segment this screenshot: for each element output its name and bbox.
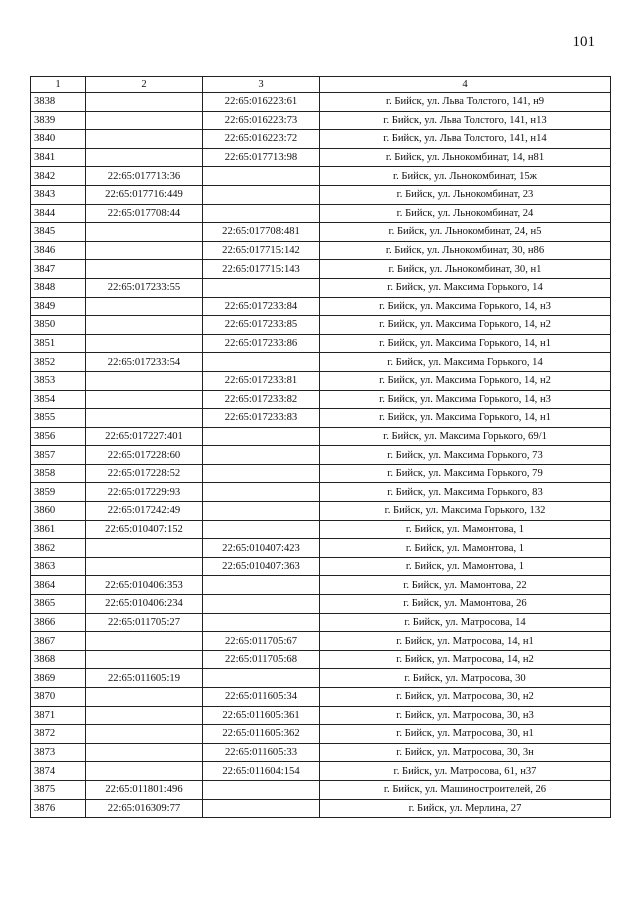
cadastral-number-cell — [86, 762, 203, 781]
address-cell: г. Бийск, ул. Льва Толстого, 141, н14 — [320, 130, 611, 149]
row-number-cell: 3874 — [31, 762, 86, 781]
address-cell: г. Бийск, ул. Машиностроителей, 26 — [320, 780, 611, 799]
table-row — [31, 502, 611, 521]
address-cell: г. Бийск, ул. Мамонтова, 26 — [320, 595, 611, 614]
table-row — [31, 93, 611, 112]
table-row — [31, 167, 611, 186]
address-cell: г. Бийск, ул. Максима Горького, 79 — [320, 464, 611, 483]
table-row — [31, 353, 611, 372]
address-cell: г. Бийск, ул. Максима Горького, 14, н1 — [320, 334, 611, 353]
address-cell: г. Бийск, ул. Льнокомбинат, 30, н1 — [320, 260, 611, 279]
cadastral-number-cell: 22:65:017715:142 — [203, 241, 320, 260]
address-cell: г. Бийск, ул. Мамонтова, 1 — [320, 520, 611, 539]
row-number-cell: 3851 — [31, 334, 86, 353]
row-number-cell: 3842 — [31, 167, 86, 186]
cadastral-number-cell: 22:65:017713:36 — [86, 167, 203, 186]
cadastral-number-cell — [86, 557, 203, 576]
cadastral-number-cell: 22:65:017233:83 — [203, 409, 320, 428]
table-row — [31, 706, 611, 725]
row-number-cell: 3866 — [31, 613, 86, 632]
cadastral-number-cell — [86, 130, 203, 149]
row-number-cell: 3855 — [31, 409, 86, 428]
cadastral-number-cell — [203, 446, 320, 465]
cadastral-number-cell: 22:65:010406:353 — [86, 576, 203, 595]
row-number-cell: 3862 — [31, 539, 86, 558]
address-cell: г. Бийск, ул. Льнокомбинат, 24 — [320, 204, 611, 223]
cadastral-number-cell — [86, 743, 203, 762]
cadastral-number-cell: 22:65:011705:68 — [203, 650, 320, 669]
cadastral-number-cell: 22:65:017713:98 — [203, 148, 320, 167]
cadastral-number-cell — [203, 185, 320, 204]
row-number-cell: 3853 — [31, 371, 86, 390]
address-cell: г. Бийск, ул. Максима Горького, 14, н3 — [320, 297, 611, 316]
column-header: 1 — [31, 77, 86, 93]
table-row — [31, 111, 611, 130]
cadastral-number-cell — [203, 278, 320, 297]
row-number-cell: 3838 — [31, 93, 86, 112]
row-number-cell: 3871 — [31, 706, 86, 725]
cadastral-number-cell: 22:65:017233:54 — [86, 353, 203, 372]
cadastral-number-cell: 22:65:017227:401 — [86, 427, 203, 446]
table-row — [31, 632, 611, 651]
row-number-cell: 3861 — [31, 520, 86, 539]
cadastral-number-cell: 22:65:017229:93 — [86, 483, 203, 502]
table-row — [31, 464, 611, 483]
cadastral-number-cell — [203, 204, 320, 223]
row-number-cell: 3845 — [31, 223, 86, 242]
row-number-cell: 3870 — [31, 688, 86, 707]
table-row — [31, 483, 611, 502]
address-cell: г. Бийск, ул. Максима Горького, 14, н2 — [320, 371, 611, 390]
cadastral-number-cell: 22:65:017716:449 — [86, 185, 203, 204]
cadastral-number-cell: 22:65:011605:34 — [203, 688, 320, 707]
cadastral-number-cell — [203, 464, 320, 483]
table-row — [31, 539, 611, 558]
address-cell: г. Бийск, ул. Льнокомбинат, 14, н81 — [320, 148, 611, 167]
row-number-cell: 3865 — [31, 595, 86, 614]
row-number-cell: 3873 — [31, 743, 86, 762]
cadastral-number-cell — [86, 260, 203, 279]
cadastral-number-cell: 22:65:011605:361 — [203, 706, 320, 725]
cadastral-number-cell — [86, 93, 203, 112]
table-row — [31, 595, 611, 614]
address-cell: г. Бийск, ул. Мерлина, 27 — [320, 799, 611, 818]
address-cell: г. Бийск, ул. Максима Горького, 73 — [320, 446, 611, 465]
address-cell: г. Бийск, ул. Матросова, 14, н1 — [320, 632, 611, 651]
table-row — [31, 762, 611, 781]
table-row — [31, 204, 611, 223]
cadastral-number-cell — [86, 539, 203, 558]
cadastral-number-cell — [203, 595, 320, 614]
table-row — [31, 371, 611, 390]
table-row — [31, 260, 611, 279]
table-row — [31, 613, 611, 632]
row-number-cell: 3859 — [31, 483, 86, 502]
cadastral-number-cell — [203, 167, 320, 186]
table-row — [31, 409, 611, 428]
row-number-cell: 3847 — [31, 260, 86, 279]
cadastral-number-cell: 22:65:017708:481 — [203, 223, 320, 242]
table-row — [31, 334, 611, 353]
cadastral-number-cell — [86, 148, 203, 167]
address-cell: г. Бийск, ул. Максима Горького, 14, н2 — [320, 316, 611, 335]
column-header: 2 — [86, 77, 203, 93]
page-number: 101 — [572, 34, 595, 50]
address-cell: г. Бийск, ул. Матросова, 30, н3 — [320, 706, 611, 725]
address-cell: г. Бийск, ул. Максима Горького, 132 — [320, 502, 611, 521]
address-cell: г. Бийск, ул. Льва Толстого, 141, н9 — [320, 93, 611, 112]
row-number-cell: 3852 — [31, 353, 86, 372]
table-header-row — [31, 77, 611, 93]
row-number-cell: 3872 — [31, 725, 86, 744]
cadastral-number-cell — [86, 632, 203, 651]
table-row — [31, 278, 611, 297]
cadastral-number-cell: 22:65:017233:81 — [203, 371, 320, 390]
cadastral-number-cell — [203, 520, 320, 539]
cadastral-number-cell: 22:65:010407:152 — [86, 520, 203, 539]
address-cell: г. Бийск, ул. Матросова, 30, н1 — [320, 725, 611, 744]
row-number-cell: 3864 — [31, 576, 86, 595]
table-row — [31, 130, 611, 149]
address-cell: г. Бийск, ул. Матросова, 30, 3н — [320, 743, 611, 762]
row-number-cell: 3843 — [31, 185, 86, 204]
cadastral-number-cell — [86, 650, 203, 669]
row-number-cell: 3858 — [31, 464, 86, 483]
cadastral-number-cell — [86, 409, 203, 428]
table-row — [31, 688, 611, 707]
cadastral-number-cell: 22:65:011705:67 — [203, 632, 320, 651]
cadastral-number-cell — [203, 669, 320, 688]
table-row — [31, 557, 611, 576]
cadastral-number-cell — [203, 427, 320, 446]
cadastral-number-cell — [86, 371, 203, 390]
cadastral-number-cell — [86, 725, 203, 744]
address-cell: г. Бийск, ул. Мамонтова, 22 — [320, 576, 611, 595]
address-cell: г. Бийск, ул. Льнокомбинат, 24, н5 — [320, 223, 611, 242]
row-number-cell: 3856 — [31, 427, 86, 446]
address-cell: г. Бийск, ул. Максима Горького, 14, н1 — [320, 409, 611, 428]
cadastral-number-cell — [86, 111, 203, 130]
table-row — [31, 520, 611, 539]
row-number-cell: 3854 — [31, 390, 86, 409]
table-body — [31, 93, 611, 818]
row-number-cell: 3846 — [31, 241, 86, 260]
cadastral-number-cell — [86, 390, 203, 409]
table-row — [31, 743, 611, 762]
cadastral-number-cell — [86, 334, 203, 353]
table-row — [31, 669, 611, 688]
address-cell: г. Бийск, ул. Льнокомбинат, 30, н86 — [320, 241, 611, 260]
cadastral-number-cell: 22:65:016309:77 — [86, 799, 203, 818]
address-cell: г. Бийск, ул. Максима Горького, 14 — [320, 278, 611, 297]
cadastral-number-cell: 22:65:017715:143 — [203, 260, 320, 279]
row-number-cell: 3876 — [31, 799, 86, 818]
cadastral-number-cell — [203, 780, 320, 799]
row-number-cell: 3839 — [31, 111, 86, 130]
row-number-cell: 3850 — [31, 316, 86, 335]
cadastral-number-cell: 22:65:017233:55 — [86, 278, 203, 297]
cadastral-number-cell: 22:65:017233:85 — [203, 316, 320, 335]
table-row — [31, 148, 611, 167]
table-row — [31, 390, 611, 409]
row-number-cell: 3860 — [31, 502, 86, 521]
registry-table — [30, 76, 611, 818]
cadastral-number-cell: 22:65:011801:496 — [86, 780, 203, 799]
cadastral-number-cell: 22:65:017228:52 — [86, 464, 203, 483]
row-number-cell: 3840 — [31, 130, 86, 149]
address-cell: г. Бийск, ул. Максима Горького, 83 — [320, 483, 611, 502]
cadastral-number-cell: 22:65:011605:362 — [203, 725, 320, 744]
table-row — [31, 223, 611, 242]
cadastral-number-cell — [86, 241, 203, 260]
column-header: 3 — [203, 77, 320, 93]
cadastral-number-cell: 22:65:017233:84 — [203, 297, 320, 316]
table-row — [31, 576, 611, 595]
cadastral-number-cell: 22:65:010407:423 — [203, 539, 320, 558]
cadastral-number-cell: 22:65:016223:72 — [203, 130, 320, 149]
table-row — [31, 799, 611, 818]
address-cell: г. Бийск, ул. Матросова, 14 — [320, 613, 611, 632]
address-cell: г. Бийск, ул. Максима Горького, 14, н3 — [320, 390, 611, 409]
table-row — [31, 241, 611, 260]
row-number-cell: 3863 — [31, 557, 86, 576]
address-cell: г. Бийск, ул. Льва Толстого, 141, н13 — [320, 111, 611, 130]
cadastral-number-cell — [203, 353, 320, 372]
cadastral-number-cell — [203, 576, 320, 595]
cadastral-number-cell: 22:65:016223:61 — [203, 93, 320, 112]
cadastral-number-cell: 22:65:010407:363 — [203, 557, 320, 576]
table-row — [31, 316, 611, 335]
cadastral-number-cell: 22:65:017233:82 — [203, 390, 320, 409]
cadastral-number-cell — [203, 483, 320, 502]
cadastral-number-cell: 22:65:011605:33 — [203, 743, 320, 762]
address-cell: г. Бийск, ул. Матросова, 14, н2 — [320, 650, 611, 669]
cadastral-number-cell — [203, 799, 320, 818]
table-row — [31, 780, 611, 799]
cadastral-number-cell: 22:65:010406:234 — [86, 595, 203, 614]
address-cell: г. Бийск, ул. Матросова, 61, н37 — [320, 762, 611, 781]
cadastral-number-cell: 22:65:011705:27 — [86, 613, 203, 632]
cadastral-number-cell — [203, 613, 320, 632]
cadastral-number-cell: 22:65:011604:154 — [203, 762, 320, 781]
table-row — [31, 650, 611, 669]
cadastral-number-cell — [86, 297, 203, 316]
cadastral-number-cell: 22:65:011605:19 — [86, 669, 203, 688]
row-number-cell: 3857 — [31, 446, 86, 465]
address-cell: г. Бийск, ул. Льнокомбинат, 23 — [320, 185, 611, 204]
table-row — [31, 185, 611, 204]
row-number-cell: 3875 — [31, 780, 86, 799]
cadastral-number-cell: 22:65:016223:73 — [203, 111, 320, 130]
row-number-cell: 3868 — [31, 650, 86, 669]
table-row — [31, 297, 611, 316]
column-header: 4 — [320, 77, 611, 93]
table-row — [31, 725, 611, 744]
cadastral-number-cell: 22:65:017708:44 — [86, 204, 203, 223]
row-number-cell: 3849 — [31, 297, 86, 316]
address-cell: г. Бийск, ул. Мамонтова, 1 — [320, 539, 611, 558]
table-row — [31, 427, 611, 446]
row-number-cell: 3869 — [31, 669, 86, 688]
address-cell: г. Бийск, ул. Матросова, 30 — [320, 669, 611, 688]
cadastral-number-cell: 22:65:017242:49 — [86, 502, 203, 521]
address-cell: г. Бийск, ул. Максима Горького, 69/1 — [320, 427, 611, 446]
address-cell: г. Бийск, ул. Максима Горького, 14 — [320, 353, 611, 372]
cadastral-number-cell — [86, 316, 203, 335]
address-cell: г. Бийск, ул. Матросова, 30, н2 — [320, 688, 611, 707]
cadastral-number-cell — [86, 688, 203, 707]
cadastral-number-cell — [86, 223, 203, 242]
cadastral-number-cell: 22:65:017228:60 — [86, 446, 203, 465]
address-cell: г. Бийск, ул. Мамонтова, 1 — [320, 557, 611, 576]
cadastral-number-cell — [86, 706, 203, 725]
row-number-cell: 3848 — [31, 278, 86, 297]
row-number-cell: 3867 — [31, 632, 86, 651]
row-number-cell: 3844 — [31, 204, 86, 223]
cadastral-number-cell — [203, 502, 320, 521]
cadastral-number-cell: 22:65:017233:86 — [203, 334, 320, 353]
address-cell: г. Бийск, ул. Льнокомбинат, 15ж — [320, 167, 611, 186]
row-number-cell: 3841 — [31, 148, 86, 167]
table-row — [31, 446, 611, 465]
